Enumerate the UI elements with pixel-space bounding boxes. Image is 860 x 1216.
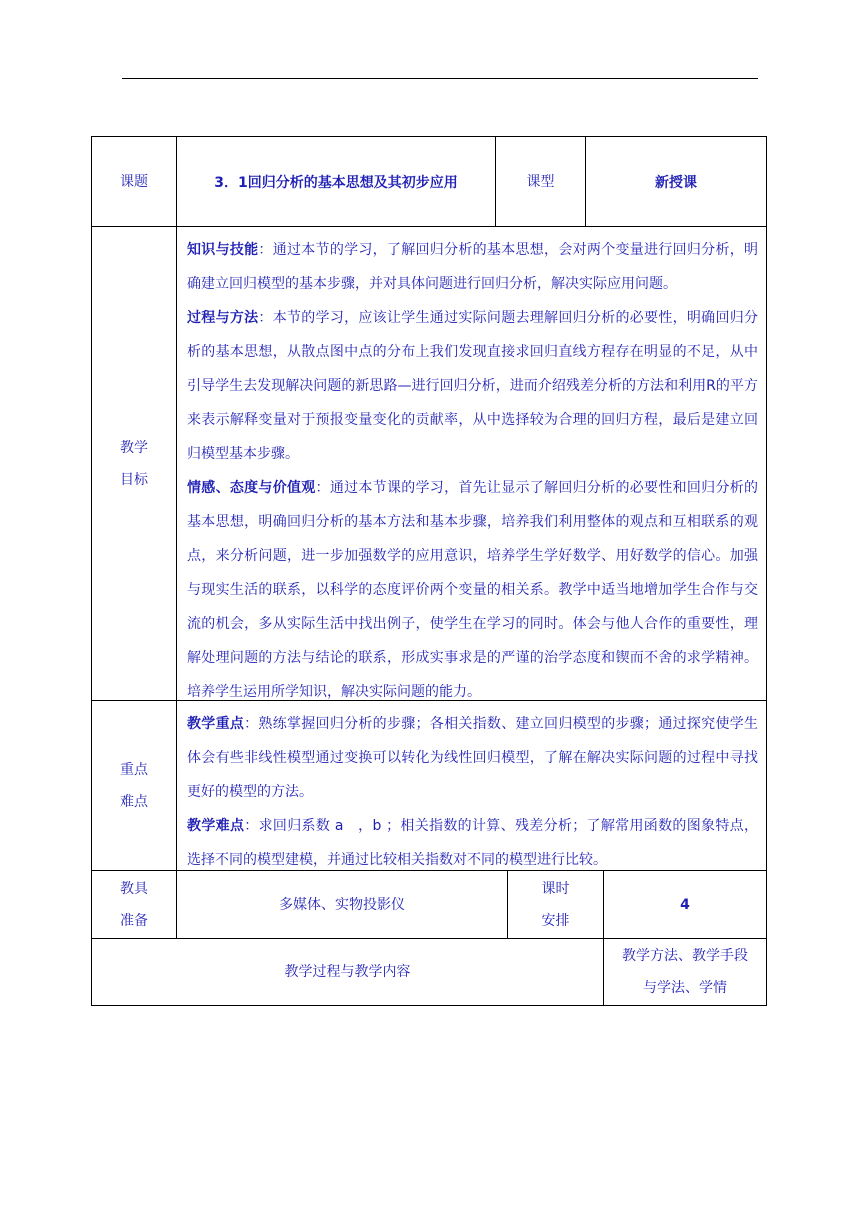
goals-label-line2: 目标	[120, 471, 148, 488]
goal-knowledge-head: 知识与技能	[187, 242, 259, 258]
tools-label-line2: 准备	[120, 912, 148, 929]
topic-title: 3．1回归分析的基本思想及其初步应用	[214, 174, 458, 191]
topic-label: 课题	[120, 173, 148, 190]
tools-label-cell	[91, 870, 177, 939]
goal-process-body: ：本节的学习，应该让学生通过实际问题去理解回归分析的必要性，明确回归分析的基本思想，从散点图中点的分布上我们发现直接求回归直线方程存在明显的不足，从中引导学生去发现解决问题的新思路—进行回归分析，进而介绍残差分析的方法和利用R的平方来表示解释变量对于预报变量变化的贡献率，从中选择较为合理的回归方程，最后是建立回归模型基本步骤。	[187, 310, 759, 462]
goal-process-head: 过程与方法	[187, 310, 259, 326]
process-method-line2: 与学法、学情	[643, 980, 727, 996]
focus-difficult-head: 教学难点	[187, 818, 245, 834]
process-content-label: 教学过程与教学内容	[284, 964, 411, 980]
focus-key-body: ：熟练掌握回归分析的步骤；各相关指数、建立回归模型的步骤；通过探究使学生体会有些非线性模型通过变换可以转化为线性回归模型，了解在解决实际问题的过程中寻找更好的模型的方法。	[187, 716, 759, 800]
goal-attitude	[187, 471, 758, 709]
focus-label-cell	[91, 700, 177, 871]
goals-label-line1: 教学	[120, 439, 148, 456]
topic-value-cell	[176, 136, 496, 227]
hours-label-line2: 安排	[541, 912, 570, 929]
goals-label-cell	[91, 226, 177, 701]
hours-label-line1: 课时	[541, 880, 570, 897]
tools-label-line1: 教具	[120, 880, 148, 897]
header-rule	[122, 78, 758, 79]
goal-attitude-body: ：通过本节课的学习，首先让显示了解回归分析的必要性和回归分析的基本思想，明确回归分析的基本方法和基本步骤，培养我们利用整体的观点和互相联系的观点，来分析问题，进一步加强数学的应用意识，培养学生学好数学、用好数学的信心。加强与现实生活的联系，以科学的态度评价两个变量的相关系。教学中适当地增加学生合作与交流的机会，多从实际生活中找出例子，使学生在学习的同时。体会与他人合作的重要性，理解处理问题的方法与结论的联系，形成实事求是的严谨的治学态度和锲而不舍的求学精神。培养学生运用所学知识，解决实际问题的能力。	[187, 480, 759, 700]
focus-difficult-body: ：求回归系数 a ，b ；相关指数的计算、残差分析；了解常用函数的图象特点，选择不同的模型建模，并通过比较相关指数对不同的模型进行比较。	[187, 818, 758, 868]
process-method-line1: 教学方法、教学手段	[622, 948, 748, 964]
hours-value: 4	[680, 896, 690, 913]
topic-label-cell	[91, 136, 177, 227]
process-content-cell	[91, 938, 604, 1006]
type-value: 新授课	[655, 174, 697, 191]
focus-difficulties	[187, 809, 758, 877]
hours-value-cell	[603, 870, 767, 939]
process-method-cell	[603, 938, 767, 1006]
goal-attitude-head: 情感、态度与价值观	[187, 480, 316, 496]
focus-key-head: 教学重点	[187, 716, 245, 732]
focus-content-cell	[176, 700, 767, 871]
focus-label-line1: 重点	[120, 761, 148, 778]
lesson-plan-table	[91, 136, 767, 1006]
goal-knowledge	[187, 233, 758, 301]
hours-label-cell	[507, 870, 604, 939]
type-value-cell	[585, 136, 767, 227]
tools-value: 多媒体、实物投影仪	[279, 896, 405, 913]
goals-content-cell	[176, 226, 767, 701]
tools-value-cell	[176, 870, 508, 939]
focus-label-line2: 难点	[120, 793, 148, 810]
type-label-cell	[495, 136, 586, 227]
goal-process	[187, 301, 758, 471]
type-label: 课型	[526, 173, 555, 190]
goal-knowledge-body: ：通过本节的学习，了解回归分析的基本思想，会对两个变量进行回归分析，明确建立回归模型的基本步骤，并对具体问题进行回归分析，解决实际应用问题。	[187, 242, 759, 292]
focus-key-points	[187, 707, 758, 809]
